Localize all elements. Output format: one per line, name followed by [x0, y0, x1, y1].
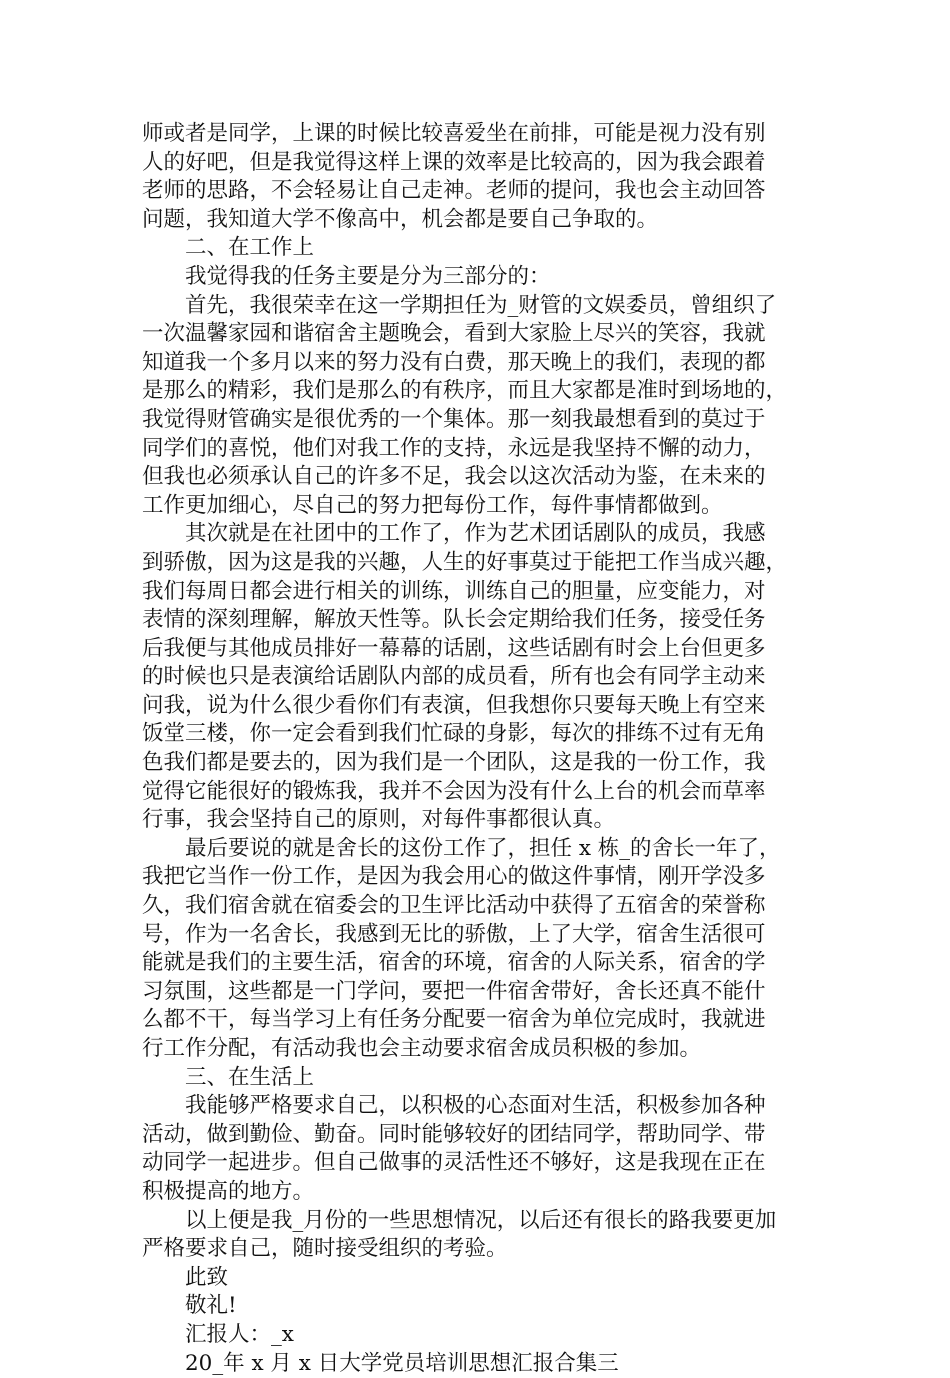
text-line: 么都不干，每当学习上有任务分配要一宿舍为单位完成时，我就进	[142, 1007, 766, 1033]
text-line: 动同学一起进步。但自己做事的灵活性还不够好，这是我现在正在	[142, 1150, 766, 1176]
text-line: 觉得它能很好的锻炼我，我并不会因为没有什么上台的机会而草率	[142, 778, 766, 804]
text-line: 20_年 x 月 x 日大学党员培训思想汇报合集三	[185, 1350, 619, 1376]
text-line: 到骄傲，因为这是我的兴趣，人生的好事莫过于能把工作当成兴趣，	[142, 549, 788, 575]
text-line: 是那么的精彩，我们是那么的有秩序，而且大家都是准时到场地的，	[142, 378, 788, 404]
text-line: 积极提高的地方。	[142, 1178, 315, 1204]
text-line: 敬礼!	[185, 1293, 237, 1319]
text-line: 同学们的喜悦，他们对我工作的支持，永远是我坚持不懈的动力，	[142, 435, 766, 461]
text-line: 饭堂三楼，你一定会看到我们忙碌的身影，每次的排练不过有无角	[142, 721, 766, 747]
text-line: 工作更加细心，尽自己的努力把每份工作，每件事情都做到。	[142, 492, 723, 518]
text-line: 严格要求自己，随时接受组织的考验。	[142, 1236, 508, 1262]
text-line: 首先，我很荣幸在这一学期担任为_财管的文娱委员，曾组织了	[185, 292, 777, 318]
text-line: 久，我们宿舍就在宿委会的卫生评比活动中获得了五宿舍的荣誉称	[142, 893, 766, 919]
text-line: 我觉得我的任务主要是分为三部分的：	[185, 263, 551, 289]
text-line: 师或者是同学，上课的时候比较喜爱坐在前排，可能是视力没有别	[142, 121, 766, 146]
text-line: 一次温馨家园和谐宿舍主题晚会，看到大家脸上尽兴的笑容，我就	[142, 321, 766, 347]
text-line: 汇报人：_x	[185, 1321, 294, 1347]
text-line: 我们每周日都会进行相关的训练，训练自己的胆量，应变能力，对	[142, 578, 766, 604]
text-line: 我能够严格要求自己，以积极的心态面对生活，积极参加各种	[185, 1093, 766, 1119]
text-line: 号，作为一名舍长，我感到无比的骄傲，上了大学，宿舍生活很可	[142, 921, 766, 947]
text-line: 三、在生活上	[185, 1064, 315, 1090]
text-line: 表情的深刻理解，解放天性等。队长会定期给我们任务，接受任务	[142, 607, 766, 633]
text-line: 后我便与其他成员排好一幕幕的话剧，这些话剧有时会上台但更多	[142, 635, 766, 661]
text-line: 以上便是我_月份的一些思想情况，以后还有很长的路我要更加	[185, 1207, 777, 1233]
text-line: 能就是我们的主要生活，宿舍的环境，宿舍的人际关系，宿舍的学	[142, 950, 766, 976]
text-line: 活动，做到勤俭、勤奋。同时能够较好的团结同学，帮助同学、带	[142, 1121, 766, 1147]
text-line: 我觉得财管确实是很优秀的一个集体。那一刻我最想看到的莫过于	[142, 406, 766, 432]
text-line: 的时候也只是表演给话剧队内部的成员看，所有也会有同学主动来	[142, 664, 766, 690]
text-line: 习氛围，这些都是一门学问，要把一件宿舍带好，舍长还真不能什	[142, 978, 766, 1004]
text-line: 我把它当作一份工作，是因为我会用心的做这件事情，刚开学没多	[142, 864, 766, 890]
text-line: 其次就是在社团中的工作了，作为艺术团话剧队的成员，我感	[185, 521, 766, 547]
text-line: 色我们都是要去的，因为我们是一个团队，这是我的一份工作，我	[142, 750, 766, 776]
text-line: 问题，我知道大学不像高中，机会都是要自己争取的。	[142, 206, 659, 232]
text-line: 最后要说的就是舍长的这份工作了，担任 x 栋_的舍长一年了，	[185, 835, 781, 861]
text-line: 知道我一个多月以来的努力没有白费，那天晚上的我们，表现的都	[142, 349, 766, 375]
text-line: 二、在工作上	[185, 235, 315, 261]
document-body	[142, 120, 822, 1378]
text-line: 此致	[185, 1264, 229, 1290]
text-line: 但我也必须承认自己的许多不足，我会以这次活动为鉴，在未来的	[142, 464, 766, 490]
text-line: 问我，说为什么很少看你们有表演，但我想你只要每天晚上有空来	[142, 692, 766, 718]
text-line: 行事，我会坚持自己的原则，对每件事都很认真。	[142, 807, 616, 833]
text-line: 行工作分配，有活动我也会主动要求宿舍成员积极的参加。	[142, 1036, 702, 1061]
text-line: 老师的思路，不会轻易让自己走神。老师的提问，我也会主动回答	[142, 178, 766, 204]
text-line: 人的好吧，但是我觉得这样上课的效率是比较高的，因为我会跟着	[142, 149, 766, 175]
